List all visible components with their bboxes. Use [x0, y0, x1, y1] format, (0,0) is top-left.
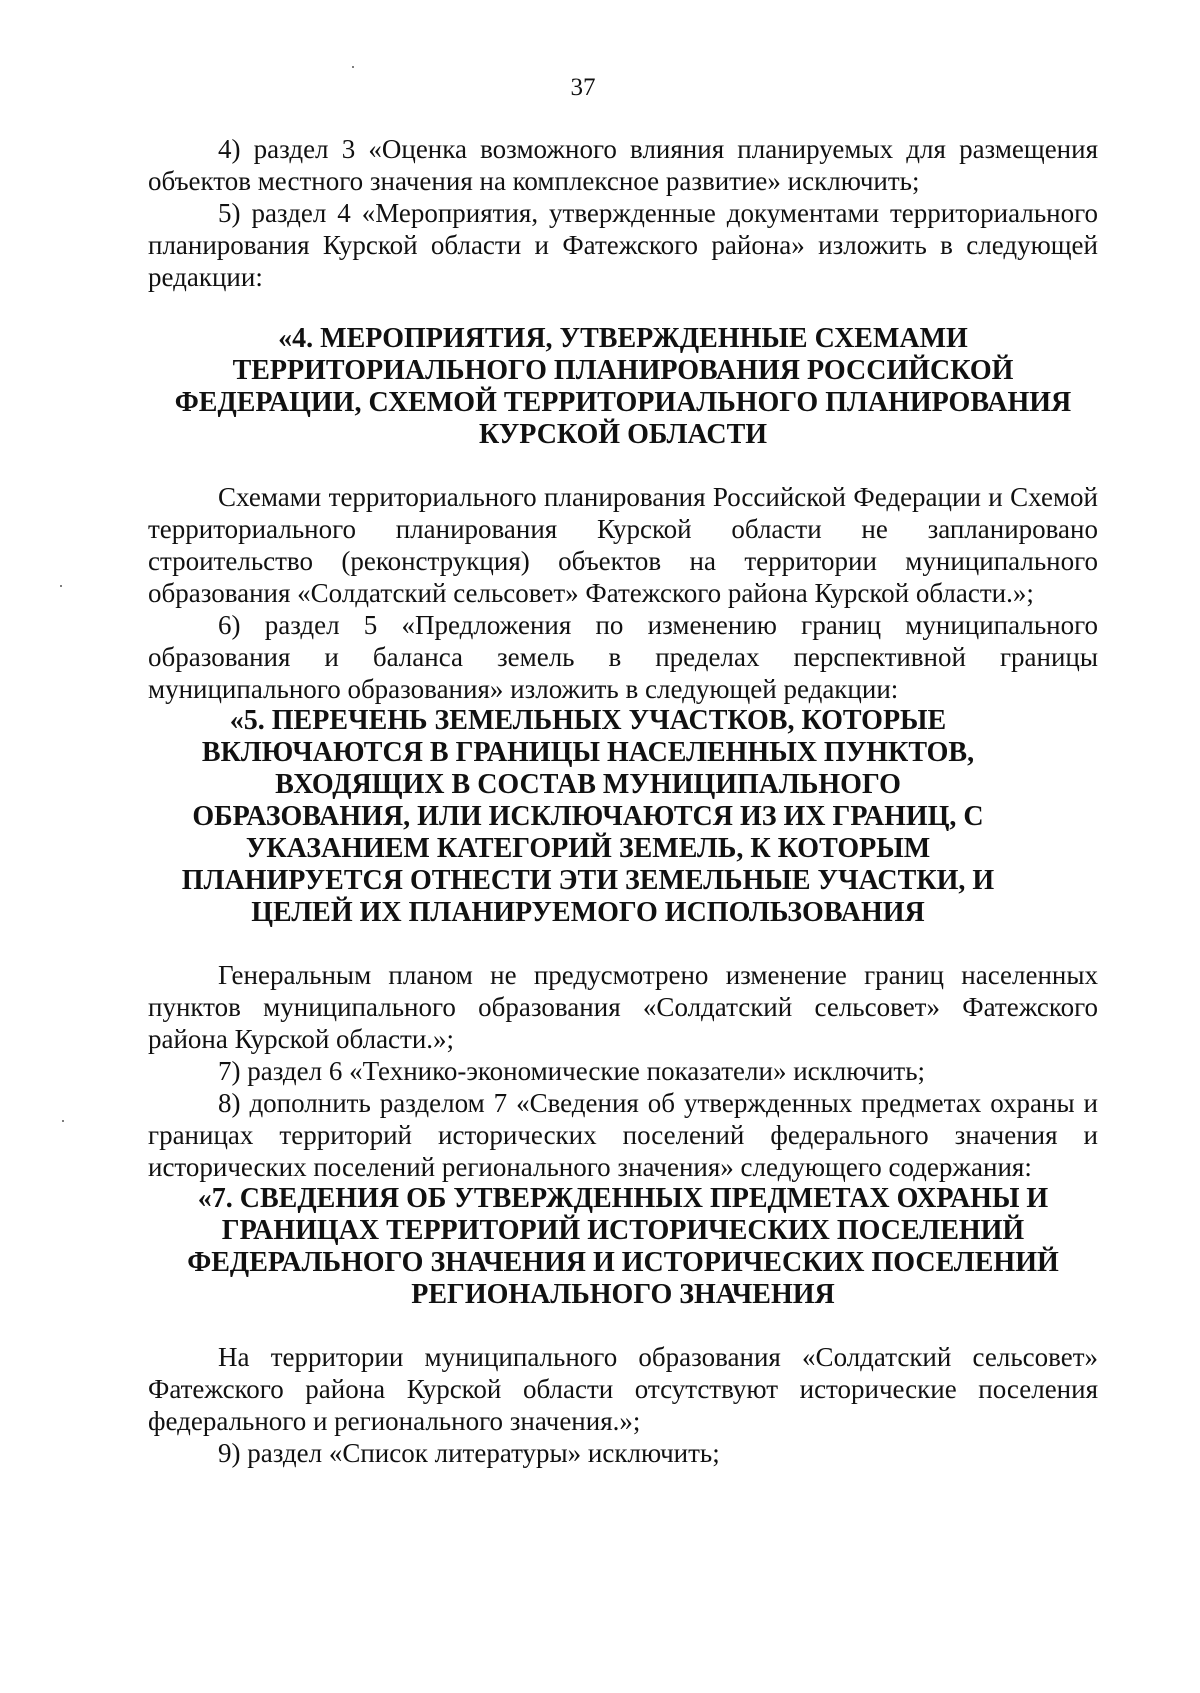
scan-speck — [352, 66, 354, 68]
paragraph-item-5: 5) раздел 4 «Мероприятия, утвержденные документами территориального планирования Курской области и Фатежского района» изложить в следующей редакции: — [148, 198, 1098, 292]
paragraph-item-7: 7) раздел 6 «Технико-экономические показатели» исключить; — [218, 1056, 926, 1086]
paragraph-section-7-body: На территории муниципального образования «Солдатский сельсовет» Фатежского района Курской области отсутствуют исторические поселения федерального и регионального значения.»; — [148, 1342, 1098, 1436]
page-number: 37 — [570, 74, 596, 101]
paragraph-item-9: 9) раздел «Список литературы» исключить; — [218, 1438, 720, 1468]
section-heading-7: «7. СВЕДЕНИЯ ОБ УТВЕРЖДЕННЫХ ПРЕДМЕТАХ ОХРАНЫ И ГРАНИЦАХ ТЕРРИТОРИЙ ИСТОРИЧЕСКИХ ПОСЕЛЕНИЙ ФЕДЕРАЛЬНОГО ЗНАЧЕНИЯ И ИСТОРИЧЕСКИХ ПОСЕЛЕНИЙ РЕГИОНАЛЬНОГО ЗНАЧЕНИЯ — [187, 1183, 1059, 1310]
paragraph-item-4: 4) раздел 3 «Оценка возможного влияния планируемых для размещения объектов местного значения на комплексное развитие» исключить; — [148, 134, 1098, 196]
paragraph-item-6: 6) раздел 5 «Предложения по изменению границ муниципального образования и баланса земель в пределах перспективной границы муниципального образования» изложить в следующей редакции: — [148, 610, 1098, 704]
paragraph-section-4-body: Схемами территориального планирования Российской Федерации и Схемой территориального планирования Курской области не запланировано строительство (реконструкция) объектов на территории муниципального образования «Солдатский сельсовет» Фатежского района Курской области.»; — [148, 482, 1098, 608]
scan-speck — [60, 585, 62, 587]
section-heading-4: «4. МЕРОПРИЯТИЯ, УТВЕРЖДЕННЫЕ СХЕМАМИ ТЕРРИТОРИАЛЬНОГО ПЛАНИРОВАНИЯ РОССИЙСКОЙ ФЕДЕРАЦИИ, СХЕМОЙ ТЕРРИТОРИАЛЬНОГО ПЛАНИРОВАНИЯ КУРСКОЙ ОБЛАСТИ — [174, 323, 1072, 450]
section-heading-5: «5. ПЕРЕЧЕНЬ ЗЕМЕЛЬНЫХ УЧАСТКОВ, КОТОРЫЕ ВКЛЮЧАЮТСЯ В ГРАНИЦЫ НАСЕЛЕННЫХ ПУНКТОВ, ВХОДЯЩИХ В СОСТАВ МУНИЦИПАЛЬНОГО ОБРАЗОВАНИЯ, ИЛИ ИСКЛЮЧАЮТСЯ ИЗ ИХ ГРАНИЦ, С УКАЗАНИЕМ КАТЕГОРИЙ ЗЕМЕЛЬ, К КОТОРЫМ ПЛАНИРУЕТСЯ ОТНЕСТИ ЭТИ ЗЕМЕЛЬНЫЕ УЧАСТКИ, И ЦЕЛЕЙ ИХ ПЛАНИРУЕМОГО ИСПОЛЬЗОВАНИЯ — [181, 705, 995, 928]
paragraph-item-8: 8) дополнить разделом 7 «Сведения об утвержденных предметах охраны и границах территорий исторических поселений федерального значения и исторических поселений регионального значения» следующего содержания: — [148, 1088, 1098, 1182]
scan-speck — [62, 1120, 64, 1122]
document-body — [148, 133, 1098, 1469]
paragraph-section-5-body: Генеральным планом не предусмотрено изменение границ населенных пунктов муниципального образования «Солдатский сельсовет» Фатежского района Курской области.»; — [148, 960, 1098, 1054]
